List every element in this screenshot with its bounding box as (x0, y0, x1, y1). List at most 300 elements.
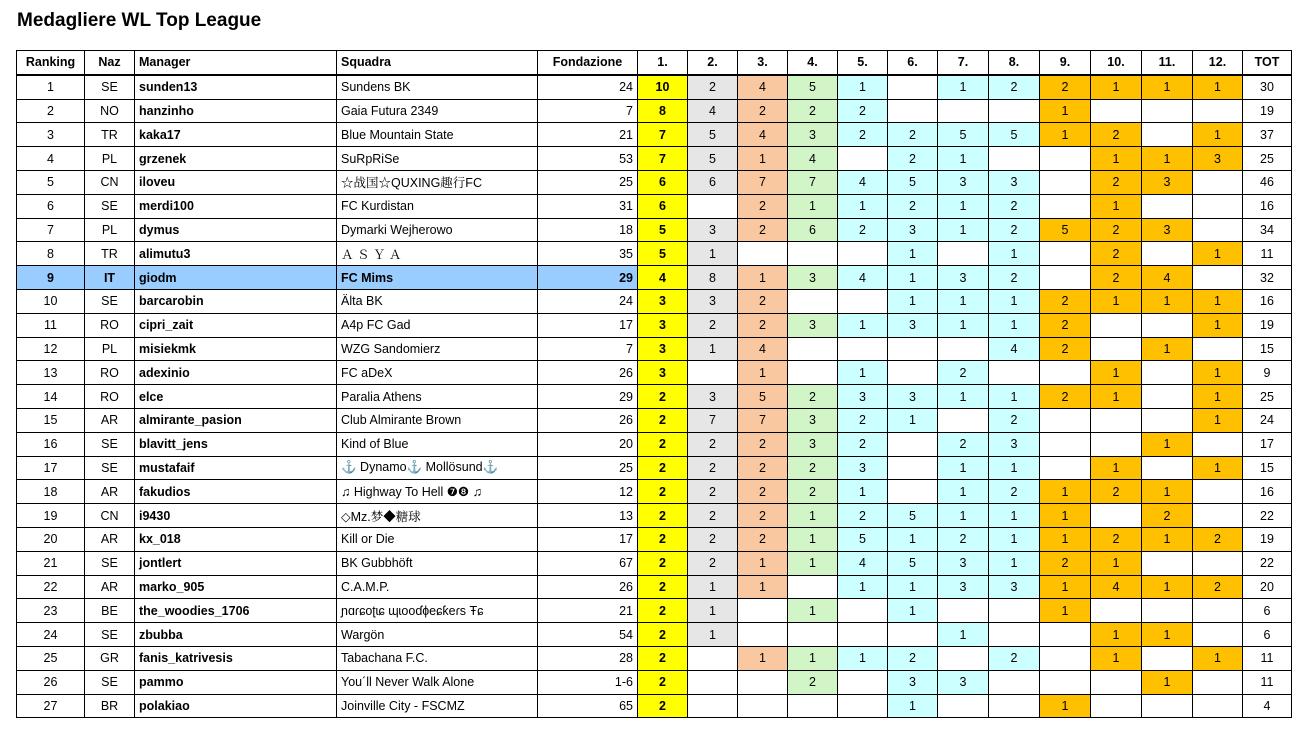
medal-cell-pos-2: 6 (688, 170, 738, 194)
squadra-cell: C.A.M.P. (337, 575, 538, 599)
fondazione-cell: 7 (538, 99, 638, 123)
medal-cell-pos-7: 3 (938, 170, 989, 194)
medal-cell-pos-9: 2 (1040, 385, 1091, 409)
medal-cell-pos-4: 5 (788, 75, 838, 99)
naz-cell: PL (85, 337, 135, 361)
tot-cell: 34 (1243, 218, 1292, 242)
medal-cell-pos-6 (888, 432, 938, 456)
ranking-cell: 11 (17, 313, 85, 337)
manager-cell: mustafaif (135, 456, 337, 480)
header-pos-10[interactable]: 10. (1091, 51, 1142, 75)
medal-cell-pos-2: 2 (688, 75, 738, 99)
medal-cell-pos-1: 2 (638, 670, 688, 694)
medal-cell-pos-9: 2 (1040, 289, 1091, 313)
medal-cell-pos-2: 1 (688, 623, 738, 647)
medal-cell-pos-10 (1091, 337, 1142, 361)
medal-cell-pos-5: 2 (838, 123, 888, 147)
medal-cell-pos-11: 1 (1142, 432, 1193, 456)
table-row[interactable] (17, 408, 1292, 432)
manager-cell: misiekmk (135, 337, 337, 361)
table-row[interactable] (17, 242, 1292, 266)
fondazione-cell: 20 (538, 432, 638, 456)
table-row[interactable] (17, 575, 1292, 599)
medal-cell-pos-4: 2 (788, 99, 838, 123)
fondazione-cell: 17 (538, 527, 638, 551)
medal-cell-pos-10: 2 (1091, 123, 1142, 147)
medal-cell-pos-12 (1193, 504, 1243, 528)
medal-cell-pos-3: 1 (738, 147, 788, 171)
naz-cell: AR (85, 575, 135, 599)
medal-cell-pos-8: 1 (989, 313, 1040, 337)
medal-cell-pos-6 (888, 337, 938, 361)
medal-cell-pos-10: 1 (1091, 385, 1142, 409)
fondazione-cell: 21 (538, 123, 638, 147)
medal-cell-pos-3: 2 (738, 313, 788, 337)
medal-cell-pos-5 (838, 147, 888, 171)
medal-cell-pos-2 (688, 670, 738, 694)
medal-cell-pos-11: 4 (1142, 266, 1193, 290)
medal-cell-pos-4 (788, 289, 838, 313)
medal-cell-pos-5: 1 (838, 313, 888, 337)
table-row[interactable] (17, 266, 1292, 290)
medal-cell-pos-12: 2 (1193, 527, 1243, 551)
medal-cell-pos-11: 1 (1142, 623, 1193, 647)
table-row[interactable] (17, 527, 1292, 551)
medal-cell-pos-6: 1 (888, 599, 938, 623)
naz-cell: CN (85, 170, 135, 194)
medal-cell-pos-7: 2 (938, 432, 989, 456)
medal-cell-pos-5: 2 (838, 504, 888, 528)
medal-cell-pos-3: 2 (738, 99, 788, 123)
table-row[interactable] (17, 551, 1292, 575)
medal-cell-pos-6: 2 (888, 646, 938, 670)
squadra-cell: ◇Mz.梦◆糖球 (337, 504, 538, 528)
tot-cell: 15 (1243, 456, 1292, 480)
medal-cell-pos-12 (1193, 218, 1243, 242)
medal-cell-pos-3: 2 (738, 432, 788, 456)
medal-cell-pos-4: 3 (788, 313, 838, 337)
tot-cell: 46 (1243, 170, 1292, 194)
medal-cell-pos-7: 3 (938, 575, 989, 599)
medal-cell-pos-12 (1193, 623, 1243, 647)
ranking-cell: 18 (17, 480, 85, 504)
ranking-cell: 22 (17, 575, 85, 599)
tot-cell: 6 (1243, 599, 1292, 623)
table-row[interactable] (17, 670, 1292, 694)
medal-cell-pos-9: 1 (1040, 694, 1091, 718)
medal-cell-pos-10 (1091, 694, 1142, 718)
medal-cell-pos-2: 2 (688, 480, 738, 504)
medal-cell-pos-12: 1 (1193, 385, 1243, 409)
naz-cell: BE (85, 599, 135, 623)
table-row[interactable] (17, 147, 1292, 171)
medal-cell-pos-9 (1040, 266, 1091, 290)
medal-cell-pos-6: 1 (888, 527, 938, 551)
naz-cell: NO (85, 99, 135, 123)
medal-cell-pos-10: 1 (1091, 289, 1142, 313)
medal-cell-pos-8: 2 (989, 194, 1040, 218)
ranking-cell: 25 (17, 646, 85, 670)
medal-cell-pos-1: 2 (638, 432, 688, 456)
medal-cell-pos-11 (1142, 123, 1193, 147)
manager-cell: dymus (135, 218, 337, 242)
table-row[interactable] (17, 289, 1292, 313)
header-pos-4[interactable]: 4. (788, 51, 838, 75)
medal-cell-pos-9 (1040, 361, 1091, 385)
medal-cell-pos-6: 2 (888, 194, 938, 218)
table-row[interactable] (17, 194, 1292, 218)
table-row[interactable] (17, 504, 1292, 528)
medal-cell-pos-6 (888, 480, 938, 504)
table-row[interactable] (17, 170, 1292, 194)
ranking-cell: 8 (17, 242, 85, 266)
medal-cell-pos-10 (1091, 313, 1142, 337)
header-pos-9[interactable]: 9. (1040, 51, 1091, 75)
medal-cell-pos-11 (1142, 408, 1193, 432)
ranking-cell: 19 (17, 504, 85, 528)
medal-cell-pos-1: 3 (638, 289, 688, 313)
tot-cell: 25 (1243, 385, 1292, 409)
medal-cell-pos-9 (1040, 646, 1091, 670)
medal-cell-pos-9 (1040, 432, 1091, 456)
squadra-cell: FC Mims (337, 266, 538, 290)
table-row[interactable] (17, 599, 1292, 623)
squadra-cell: ɲɑɾɕoʈɩɕ ɰɩooɗɸeɕƙeɾs Ŧɕ (337, 599, 538, 623)
medal-cell-pos-3: 5 (738, 385, 788, 409)
medal-cell-pos-5 (838, 242, 888, 266)
manager-cell: alimutu3 (135, 242, 337, 266)
manager-cell: grzenek (135, 147, 337, 171)
header-squadra[interactable]: Squadra (337, 51, 538, 75)
header-ranking[interactable]: Ranking (17, 51, 85, 75)
medal-cell-pos-1: 3 (638, 361, 688, 385)
medal-cell-pos-7 (938, 694, 989, 718)
medal-cell-pos-12: 1 (1193, 313, 1243, 337)
medal-cell-pos-8: 2 (989, 480, 1040, 504)
medal-cell-pos-9 (1040, 408, 1091, 432)
medal-cell-pos-5: 2 (838, 218, 888, 242)
tot-cell: 37 (1243, 123, 1292, 147)
fondazione-cell: 25 (538, 456, 638, 480)
medal-cell-pos-12 (1193, 694, 1243, 718)
table-row[interactable] (17, 99, 1292, 123)
medal-cell-pos-2 (688, 361, 738, 385)
medal-cell-pos-5: 1 (838, 646, 888, 670)
tot-cell: 9 (1243, 361, 1292, 385)
naz-cell: TR (85, 242, 135, 266)
fondazione-cell: 67 (538, 551, 638, 575)
medal-cell-pos-12 (1193, 337, 1243, 361)
fondazione-cell: 7 (538, 337, 638, 361)
tot-cell: 30 (1243, 75, 1292, 99)
medal-cell-pos-8: 1 (989, 385, 1040, 409)
medal-cell-pos-2: 2 (688, 527, 738, 551)
ranking-cell: 7 (17, 218, 85, 242)
naz-cell: RO (85, 361, 135, 385)
medal-cell-pos-12: 1 (1193, 123, 1243, 147)
table-row[interactable] (17, 75, 1292, 99)
medal-cell-pos-7: 1 (938, 623, 989, 647)
medal-cell-pos-2: 1 (688, 337, 738, 361)
naz-cell: SE (85, 456, 135, 480)
table-row[interactable] (17, 313, 1292, 337)
medal-cell-pos-12: 1 (1193, 361, 1243, 385)
medal-cell-pos-4: 2 (788, 456, 838, 480)
medal-cell-pos-11 (1142, 313, 1193, 337)
medal-cell-pos-11: 1 (1142, 337, 1193, 361)
medal-cell-pos-7: 1 (938, 75, 989, 99)
medal-cell-pos-1: 2 (638, 646, 688, 670)
naz-cell: SE (85, 432, 135, 456)
header-fondazione[interactable]: Fondazione (538, 51, 638, 75)
medal-cell-pos-3: 2 (738, 456, 788, 480)
medal-cell-pos-9 (1040, 147, 1091, 171)
medal-cell-pos-9: 1 (1040, 504, 1091, 528)
medal-cell-pos-10: 4 (1091, 575, 1142, 599)
medal-cell-pos-1: 2 (638, 694, 688, 718)
medal-cell-pos-7: 1 (938, 194, 989, 218)
medal-cell-pos-12: 1 (1193, 408, 1243, 432)
naz-cell: SE (85, 623, 135, 647)
medal-cell-pos-7 (938, 646, 989, 670)
naz-cell: AR (85, 408, 135, 432)
naz-cell: TR (85, 123, 135, 147)
header-pos-3[interactable]: 3. (738, 51, 788, 75)
header-pos-11[interactable]: 11. (1142, 51, 1193, 75)
table-row[interactable] (17, 480, 1292, 504)
medal-cell-pos-5: 1 (838, 75, 888, 99)
header-pos-2[interactable]: 2. (688, 51, 738, 75)
medal-cell-pos-4: 1 (788, 551, 838, 575)
medal-cell-pos-8: 1 (989, 527, 1040, 551)
ranking-cell: 13 (17, 361, 85, 385)
medal-cell-pos-7: 1 (938, 504, 989, 528)
manager-cell: jontlert (135, 551, 337, 575)
ranking-cell: 2 (17, 99, 85, 123)
medal-cell-pos-1: 7 (638, 147, 688, 171)
naz-cell: SE (85, 75, 135, 99)
header-pos-8[interactable]: 8. (989, 51, 1040, 75)
medal-cell-pos-10: 1 (1091, 75, 1142, 99)
medal-cell-pos-8 (989, 670, 1040, 694)
medal-cell-pos-7: 3 (938, 670, 989, 694)
manager-cell: hanzinho (135, 99, 337, 123)
medal-cell-pos-3: 4 (738, 75, 788, 99)
medal-cell-pos-2 (688, 646, 738, 670)
manager-cell: merdi100 (135, 194, 337, 218)
medal-cell-pos-4: 1 (788, 599, 838, 623)
fondazione-cell: 26 (538, 361, 638, 385)
manager-cell: the_woodies_1706 (135, 599, 337, 623)
medal-cell-pos-1: 2 (638, 551, 688, 575)
manager-cell: pammo (135, 670, 337, 694)
naz-cell: PL (85, 147, 135, 171)
manager-cell: blavitt_jens (135, 432, 337, 456)
medal-cell-pos-5 (838, 337, 888, 361)
medal-cell-pos-3: 4 (738, 123, 788, 147)
medal-table (16, 50, 1292, 718)
manager-cell: marko_905 (135, 575, 337, 599)
medal-cell-pos-3 (738, 623, 788, 647)
tot-cell: 19 (1243, 99, 1292, 123)
medal-cell-pos-6: 2 (888, 123, 938, 147)
medal-cell-pos-8: 3 (989, 432, 1040, 456)
ranking-cell: 3 (17, 123, 85, 147)
medal-cell-pos-1: 4 (638, 266, 688, 290)
medal-cell-pos-10: 2 (1091, 218, 1142, 242)
medal-cell-pos-8: 4 (989, 337, 1040, 361)
medal-cell-pos-10: 1 (1091, 194, 1142, 218)
header-tot[interactable]: TOT (1243, 51, 1292, 75)
medal-cell-pos-11: 1 (1142, 75, 1193, 99)
medal-cell-pos-12 (1193, 194, 1243, 218)
squadra-cell: ☆战国☆QUXING趣行FC (337, 170, 538, 194)
fondazione-cell: 54 (538, 623, 638, 647)
table-row[interactable] (17, 694, 1292, 718)
naz-cell: RO (85, 385, 135, 409)
ranking-cell: 14 (17, 385, 85, 409)
medal-cell-pos-5: 4 (838, 551, 888, 575)
table-row[interactable] (17, 218, 1292, 242)
medal-cell-pos-10: 1 (1091, 147, 1142, 171)
medal-cell-pos-9: 2 (1040, 313, 1091, 337)
header-pos-1[interactable]: 1. (638, 51, 688, 75)
medal-cell-pos-2: 3 (688, 385, 738, 409)
medal-cell-pos-1: 6 (638, 170, 688, 194)
squadra-cell: You´ll Never Walk Alone (337, 670, 538, 694)
manager-cell: elce (135, 385, 337, 409)
medal-cell-pos-5: 4 (838, 170, 888, 194)
manager-cell: kaka17 (135, 123, 337, 147)
naz-cell: SE (85, 551, 135, 575)
medal-cell-pos-2 (688, 694, 738, 718)
medal-cell-pos-9: 1 (1040, 123, 1091, 147)
medal-cell-pos-4: 1 (788, 194, 838, 218)
medal-cell-pos-8: 2 (989, 266, 1040, 290)
naz-cell: AR (85, 480, 135, 504)
medal-cell-pos-5: 4 (838, 266, 888, 290)
manager-cell: polakiao (135, 694, 337, 718)
medal-cell-pos-1: 2 (638, 623, 688, 647)
table-row[interactable] (17, 123, 1292, 147)
medal-cell-pos-1: 6 (638, 194, 688, 218)
header-pos-6[interactable]: 6. (888, 51, 938, 75)
squadra-cell: Tabachana F.C. (337, 646, 538, 670)
medal-cell-pos-10: 2 (1091, 527, 1142, 551)
medal-cell-pos-10: 1 (1091, 361, 1142, 385)
medal-cell-pos-3: 7 (738, 170, 788, 194)
naz-cell: SE (85, 289, 135, 313)
header-pos-7[interactable]: 7. (938, 51, 989, 75)
medal-cell-pos-11 (1142, 551, 1193, 575)
medal-cell-pos-7: 2 (938, 527, 989, 551)
medal-cell-pos-11: 3 (1142, 218, 1193, 242)
medal-cell-pos-12 (1193, 599, 1243, 623)
squadra-cell: Blue Mountain State (337, 123, 538, 147)
medal-cell-pos-12: 2 (1193, 575, 1243, 599)
table-row[interactable] (17, 432, 1292, 456)
manager-cell: giodm (135, 266, 337, 290)
squadra-cell: Kill or Die (337, 527, 538, 551)
medal-cell-pos-3: 1 (738, 646, 788, 670)
table-row[interactable] (17, 456, 1292, 480)
medal-cell-pos-5: 1 (838, 480, 888, 504)
fondazione-cell: 12 (538, 480, 638, 504)
squadra-cell: A4p FC Gad (337, 313, 538, 337)
medal-cell-pos-6: 1 (888, 242, 938, 266)
medal-cell-pos-8: 1 (989, 289, 1040, 313)
medal-cell-pos-5 (838, 599, 888, 623)
medal-cell-pos-10 (1091, 408, 1142, 432)
medal-cell-pos-9: 1 (1040, 99, 1091, 123)
table-row[interactable] (17, 385, 1292, 409)
header-naz[interactable]: Naz (85, 51, 135, 75)
medal-cell-pos-9 (1040, 170, 1091, 194)
medal-cell-pos-2: 2 (688, 313, 738, 337)
manager-cell: fakudios (135, 480, 337, 504)
medal-cell-pos-9 (1040, 194, 1091, 218)
squadra-cell: ⚓ Dynamo⚓ Mollösund⚓ (337, 456, 538, 480)
medal-cell-pos-9: 2 (1040, 337, 1091, 361)
medal-cell-pos-7: 1 (938, 313, 989, 337)
medal-cell-pos-4: 6 (788, 218, 838, 242)
manager-cell: sunden13 (135, 75, 337, 99)
table-row[interactable] (17, 623, 1292, 647)
ranking-cell: 15 (17, 408, 85, 432)
medal-cell-pos-9: 1 (1040, 599, 1091, 623)
naz-cell: RO (85, 313, 135, 337)
fondazione-cell: 17 (538, 313, 638, 337)
medal-cell-pos-1: 2 (638, 599, 688, 623)
medal-cell-pos-1: 7 (638, 123, 688, 147)
medal-cell-pos-5 (838, 670, 888, 694)
table-row[interactable] (17, 646, 1292, 670)
ranking-cell: 4 (17, 147, 85, 171)
fondazione-cell: 26 (538, 575, 638, 599)
header-pos-5[interactable]: 5. (838, 51, 888, 75)
medal-cell-pos-7: 1 (938, 289, 989, 313)
squadra-cell: Joinville City - FSCMZ (337, 694, 538, 718)
medal-cell-pos-8: 3 (989, 170, 1040, 194)
manager-cell: cipri_zait (135, 313, 337, 337)
table-row[interactable] (17, 337, 1292, 361)
medal-cell-pos-10: 1 (1091, 551, 1142, 575)
fondazione-cell: 29 (538, 266, 638, 290)
ranking-cell: 5 (17, 170, 85, 194)
medal-cell-pos-3 (738, 242, 788, 266)
squadra-cell: SuRpRiSe (337, 147, 538, 171)
squadra-cell: ♫ Highway To Hell ❼❽ ♫ (337, 480, 538, 504)
medal-cell-pos-3: 2 (738, 218, 788, 242)
naz-cell: BR (85, 694, 135, 718)
medal-cell-pos-3: 2 (738, 480, 788, 504)
medal-cell-pos-5: 5 (838, 527, 888, 551)
medal-cell-pos-8 (989, 147, 1040, 171)
header-pos-12[interactable]: 12. (1193, 51, 1243, 75)
tot-cell: 11 (1243, 646, 1292, 670)
medal-cell-pos-8: 2 (989, 408, 1040, 432)
table-row[interactable] (17, 361, 1292, 385)
medal-cell-pos-7: 3 (938, 266, 989, 290)
header-manager[interactable]: Manager (135, 51, 337, 75)
medal-cell-pos-10: 1 (1091, 456, 1142, 480)
medal-cell-pos-6: 5 (888, 504, 938, 528)
medal-cell-pos-4: 7 (788, 170, 838, 194)
medal-cell-pos-8: 1 (989, 504, 1040, 528)
medal-cell-pos-4: 1 (788, 527, 838, 551)
fondazione-cell: 29 (538, 385, 638, 409)
medal-cell-pos-6: 5 (888, 551, 938, 575)
